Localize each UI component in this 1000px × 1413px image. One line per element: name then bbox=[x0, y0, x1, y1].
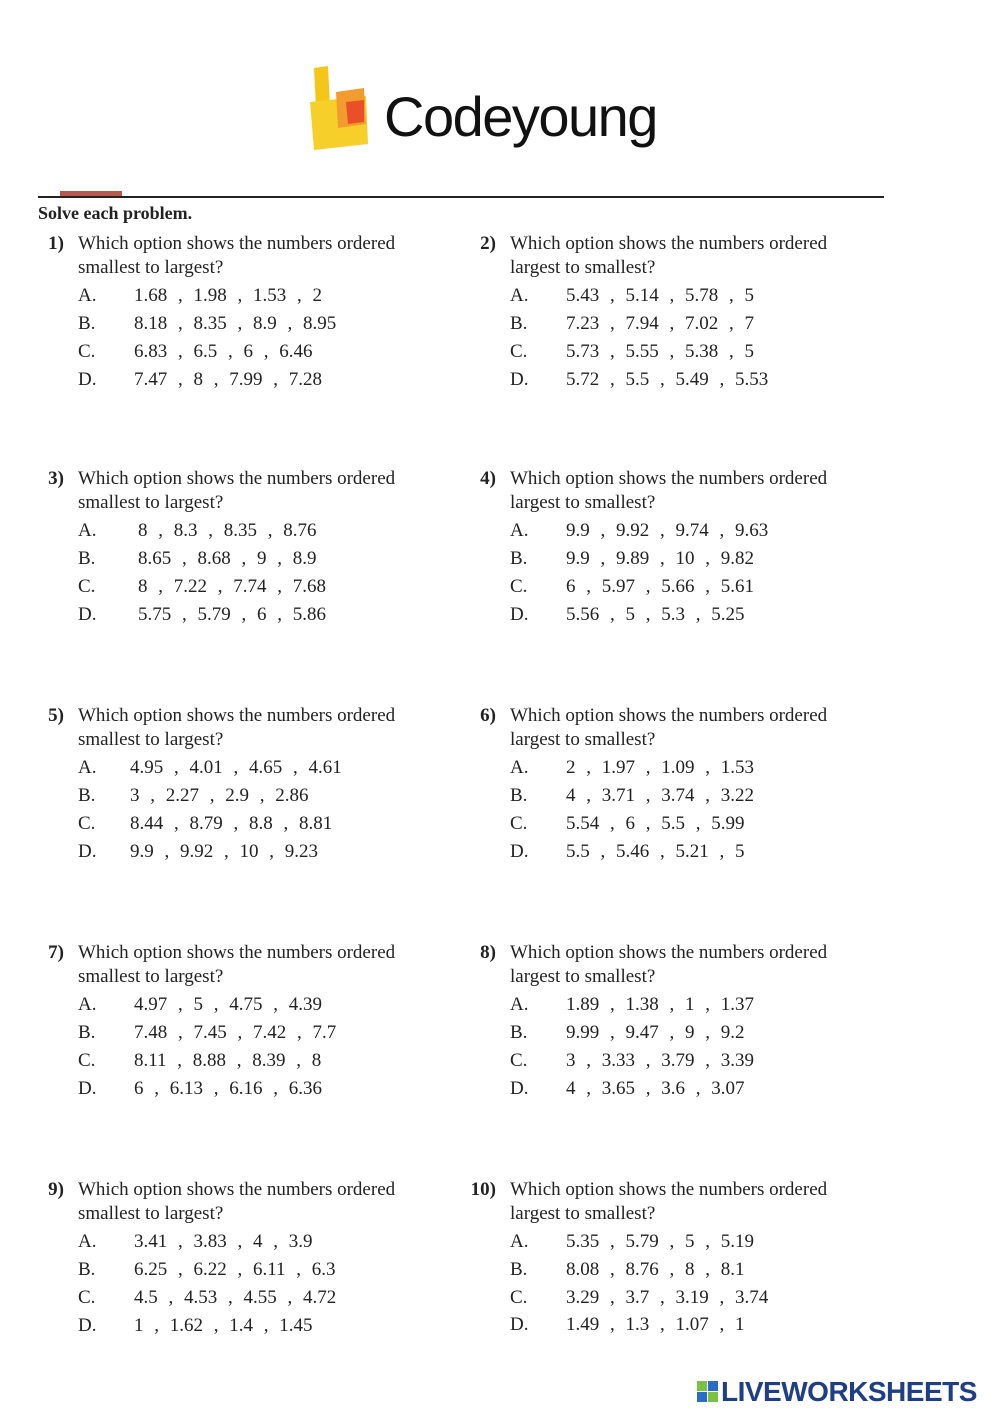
option-letter: D. bbox=[510, 604, 529, 625]
option-letter: B. bbox=[78, 1259, 96, 1280]
option-values: 6 , 5.97 , 5.66 , 5.61 bbox=[566, 576, 754, 597]
brand-name: Codeyoung bbox=[384, 85, 657, 148]
option-letter: D. bbox=[510, 1078, 529, 1099]
problem-number: 7) bbox=[48, 942, 64, 963]
question-line-2: smallest to largest? bbox=[78, 966, 224, 987]
option-letter: C. bbox=[510, 1287, 528, 1308]
option-values: 9.9 , 9.89 , 10 , 9.82 bbox=[566, 548, 754, 569]
instructions: Solve each problem. bbox=[38, 203, 193, 223]
option-letter: D. bbox=[510, 1314, 529, 1335]
codeyoung-logo bbox=[306, 66, 706, 166]
option-letter: C. bbox=[78, 1287, 96, 1308]
option-letter: C. bbox=[510, 1050, 528, 1071]
option-values: 5.35 , 5.79 , 5 , 5.19 bbox=[566, 1231, 754, 1252]
option-letter: A. bbox=[510, 994, 529, 1015]
option-values: 9.9 , 9.92 , 9.74 , 9.63 bbox=[566, 520, 769, 541]
option-letter: A. bbox=[510, 1231, 529, 1252]
option-letter: B. bbox=[510, 1259, 528, 1280]
option-values: 3 , 3.33 , 3.79 , 3.39 bbox=[566, 1050, 754, 1071]
question-line-1: Which option shows the numbers ordered bbox=[510, 942, 828, 963]
question-line-1: Which option shows the numbers ordered bbox=[510, 233, 828, 254]
header-divider bbox=[38, 196, 884, 198]
option-values: 5.54 , 6 , 5.5 , 5.99 bbox=[566, 813, 745, 834]
question-line-1: Which option shows the numbers ordered bbox=[510, 468, 828, 489]
option-letter: D. bbox=[510, 369, 529, 390]
option-letter: D. bbox=[78, 841, 97, 862]
option-letter: B. bbox=[510, 313, 528, 334]
problem-number: 2) bbox=[480, 233, 496, 254]
option-letter: C. bbox=[510, 576, 528, 597]
codeyoung-logo-icon bbox=[306, 66, 372, 156]
option-values: 5.75 , 5.79 , 6 , 5.86 bbox=[138, 604, 326, 625]
option-values: 9.9 , 9.92 , 10 , 9.23 bbox=[130, 841, 318, 862]
question-line-1: Which option shows the numbers ordered bbox=[510, 705, 828, 726]
question-line-1: Which option shows the numbers ordered bbox=[78, 233, 396, 254]
option-values: 1.49 , 1.3 , 1.07 , 1 bbox=[566, 1314, 745, 1335]
liveworksheets-label: LIVEWORKSHEETS bbox=[721, 1376, 977, 1407]
option-letter: C. bbox=[78, 341, 96, 362]
question-line-1: Which option shows the numbers ordered bbox=[78, 705, 396, 726]
option-values: 5.5 , 5.46 , 5.21 , 5 bbox=[566, 841, 745, 862]
option-letter: B. bbox=[510, 785, 528, 806]
question-line-2: largest to smallest? bbox=[510, 1203, 656, 1224]
option-letter: A. bbox=[78, 1231, 97, 1252]
question-line-1: Which option shows the numbers ordered bbox=[510, 1179, 828, 1200]
option-values: 4 , 3.65 , 3.6 , 3.07 bbox=[566, 1078, 745, 1099]
question-line-2: largest to smallest? bbox=[510, 729, 656, 750]
question-line-1: Which option shows the numbers ordered bbox=[78, 942, 396, 963]
option-letter: C. bbox=[78, 576, 96, 597]
question-line-2: largest to smallest? bbox=[510, 257, 656, 278]
option-values: 1.68 , 1.98 , 1.53 , 2 bbox=[134, 285, 322, 306]
problem-number: 4) bbox=[480, 468, 496, 489]
question-line-2: smallest to largest? bbox=[78, 257, 224, 278]
option-letter: A. bbox=[78, 285, 97, 306]
problem-number: 5) bbox=[48, 705, 64, 726]
option-values: 7.47 , 8 , 7.99 , 7.28 bbox=[134, 369, 322, 390]
option-letter: D. bbox=[78, 1078, 97, 1099]
problem-number: 1) bbox=[48, 233, 64, 254]
option-letter: B. bbox=[510, 548, 528, 569]
option-letter: A. bbox=[510, 285, 529, 306]
option-letter: D. bbox=[78, 604, 97, 625]
question-line-1: Which option shows the numbers ordered bbox=[78, 468, 396, 489]
option-letter: B. bbox=[78, 548, 96, 569]
option-values: 8.18 , 8.35 , 8.9 , 8.95 bbox=[134, 313, 337, 334]
option-letter: B. bbox=[510, 1022, 528, 1043]
option-letter: B. bbox=[78, 313, 96, 334]
option-letter: D. bbox=[510, 841, 529, 862]
option-values: 5.73 , 5.55 , 5.38 , 5 bbox=[566, 341, 754, 362]
option-letter: C. bbox=[510, 341, 528, 362]
option-values: 3.29 , 3.7 , 3.19 , 3.74 bbox=[566, 1287, 769, 1308]
option-letter: C. bbox=[78, 813, 96, 834]
question-line-2: smallest to largest? bbox=[78, 1203, 224, 1224]
option-letter: C. bbox=[510, 813, 528, 834]
option-letter: B. bbox=[78, 785, 96, 806]
liveworksheets-watermark bbox=[697, 1376, 997, 1406]
option-values: 5.56 , 5 , 5.3 , 5.25 bbox=[566, 604, 745, 625]
problem-number: 8) bbox=[480, 942, 496, 963]
option-letter: D. bbox=[78, 369, 97, 390]
question-line-2: smallest to largest? bbox=[78, 492, 224, 513]
option-letter: D. bbox=[78, 1315, 97, 1336]
option-values: 6.83 , 6.5 , 6 , 6.46 bbox=[134, 341, 313, 362]
problem-number: 3) bbox=[48, 468, 64, 489]
option-values: 8 , 7.22 , 7.74 , 7.68 bbox=[138, 576, 326, 597]
option-letter: C. bbox=[78, 1050, 96, 1071]
option-values: 8.08 , 8.76 , 8 , 8.1 bbox=[566, 1259, 745, 1280]
option-values: 6.25 , 6.22 , 6.11 , 6.3 bbox=[134, 1259, 336, 1280]
question-line-2: largest to smallest? bbox=[510, 492, 656, 513]
option-values: 8.44 , 8.79 , 8.8 , 8.81 bbox=[130, 813, 333, 834]
option-values: 2 , 1.97 , 1.09 , 1.53 bbox=[566, 757, 754, 778]
option-values: 9.99 , 9.47 , 9 , 9.2 bbox=[566, 1022, 745, 1043]
question-line-2: smallest to largest? bbox=[78, 729, 224, 750]
option-letter: A. bbox=[78, 757, 97, 778]
option-values: 5.43 , 5.14 , 5.78 , 5 bbox=[566, 285, 754, 306]
option-values: 4 , 3.71 , 3.74 , 3.22 bbox=[566, 785, 754, 806]
problem-number: 6) bbox=[480, 705, 496, 726]
option-values: 3.41 , 3.83 , 4 , 3.9 bbox=[134, 1231, 313, 1252]
option-letter: A. bbox=[78, 520, 97, 541]
question-line-1: Which option shows the numbers ordered bbox=[78, 1179, 396, 1200]
option-values: 4.5 , 4.53 , 4.55 , 4.72 bbox=[134, 1287, 337, 1308]
option-values: 8.65 , 8.68 , 9 , 8.9 bbox=[138, 548, 317, 569]
option-values: 4.95 , 4.01 , 4.65 , 4.61 bbox=[130, 757, 342, 778]
option-values: 1.89 , 1.38 , 1 , 1.37 bbox=[566, 994, 754, 1015]
option-values: 5.72 , 5.5 , 5.49 , 5.53 bbox=[566, 369, 769, 390]
option-letter: A. bbox=[78, 994, 97, 1015]
option-values: 1 , 1.62 , 1.4 , 1.45 bbox=[134, 1315, 313, 1336]
option-values: 8 , 8.3 , 8.35 , 8.76 bbox=[138, 520, 317, 541]
option-letter: B. bbox=[78, 1022, 96, 1043]
option-values: 7.48 , 7.45 , 7.42 , 7.7 bbox=[134, 1022, 337, 1043]
problem-number: 9) bbox=[48, 1179, 64, 1200]
option-values: 6 , 6.13 , 6.16 , 6.36 bbox=[134, 1078, 322, 1099]
option-letter: A. bbox=[510, 757, 529, 778]
problem-number: 10) bbox=[470, 1179, 496, 1200]
option-values: 8.11 , 8.88 , 8.39 , 8 bbox=[134, 1050, 322, 1071]
option-values: 7.23 , 7.94 , 7.02 , 7 bbox=[566, 313, 754, 334]
option-letter: A. bbox=[510, 520, 529, 541]
question-line-2: largest to smallest? bbox=[510, 966, 656, 987]
option-values: 4.97 , 5 , 4.75 , 4.39 bbox=[134, 994, 322, 1015]
option-values: 3 , 2.27 , 2.9 , 2.86 bbox=[130, 785, 309, 806]
liveworksheets-icon bbox=[697, 1381, 719, 1403]
